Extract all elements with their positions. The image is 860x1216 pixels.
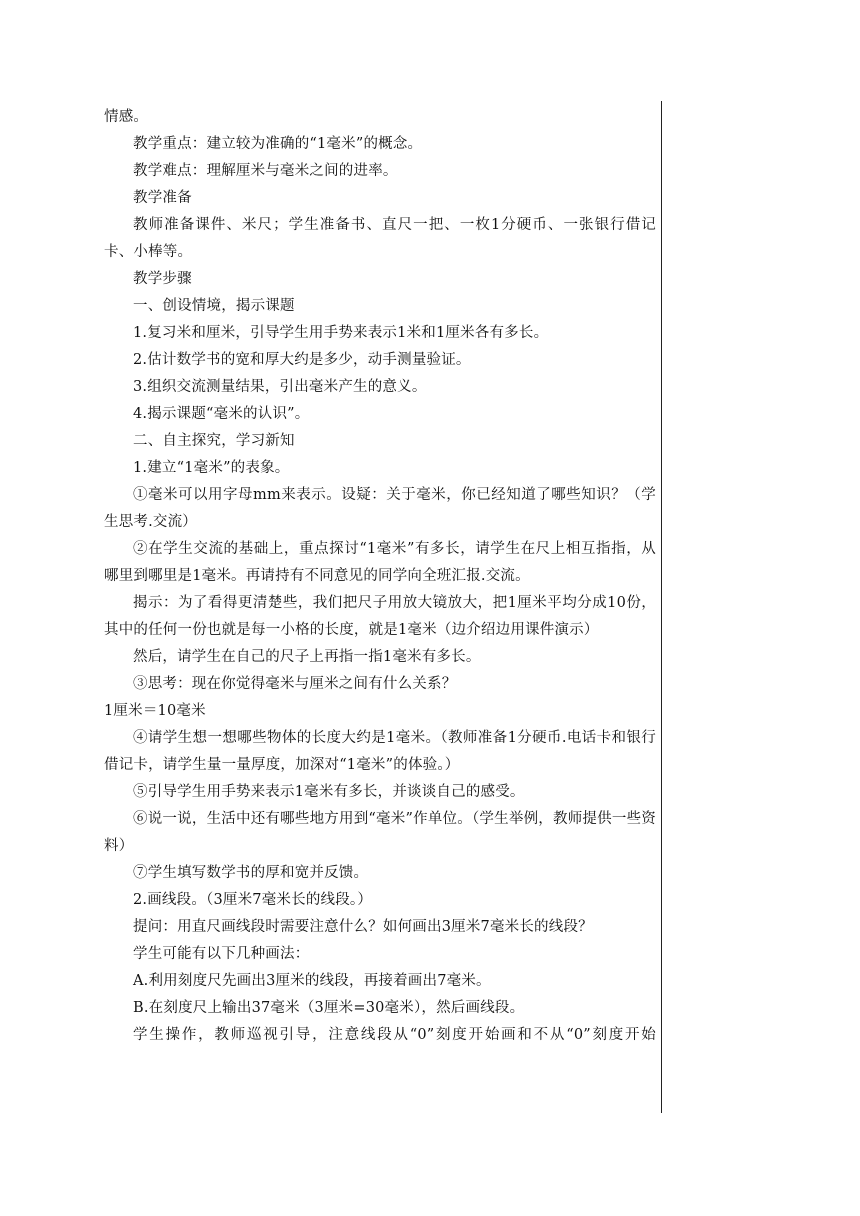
preparation-paragraph: 教师准备课件、米尺；学生准备书、直尺一把、一枚1分硬币、一张银行借记卡、小棒等。: [104, 217, 656, 260]
paragraph: ④请学生想一想哪些物体的长度大约是1毫米。（教师准备1分硬币.电话卡和银行借记卡，请学生量一量厚度，加深对“1毫米”的体验。）: [104, 730, 656, 773]
step-line: 学生操作，教师巡视引导，注意线段从“0”刻度开始画和不从“0”刻度开始: [133, 1027, 656, 1043]
table-right-border: [661, 101, 662, 1113]
step-line: B.在刻度尺上输出37毫米（3厘米=30毫米），然后画线段。: [133, 1000, 525, 1016]
lesson-plan-content: [104, 104, 656, 1049]
step-line: 1.复习米和厘米，引导学生用手势来表示1米和1厘米各有多长。: [133, 325, 549, 341]
section-heading-steps: 教学步骤: [133, 271, 192, 287]
formula-line: 1厘米＝10毫米: [104, 703, 206, 719]
step-line: 4.揭示课题“毫米的认识”。: [133, 406, 310, 422]
section-heading-one: 一、创设情境，揭示课题: [133, 298, 295, 314]
step-line: 2.画线段。（3厘米7毫米长的线段。）: [133, 892, 373, 908]
text-line: 情感。: [104, 109, 149, 125]
step-line: 1.建立“1毫米”的表象。: [133, 460, 290, 476]
step-line: 3.组织交流测量结果，引出毫米产生的意义。: [133, 379, 427, 395]
step-line: A.利用刻度尺先画出3厘米的线段，再接着画出7毫米。: [133, 973, 491, 989]
step-line: 2.估计数学书的宽和厚大约是多少，动手测量验证。: [133, 352, 471, 368]
step-line: 然后，请学生在自己的尺子上再指一指1毫米有多长。: [133, 649, 481, 665]
step-line: ③思考：现在你觉得毫米与厘米之间有什么关系？: [133, 676, 457, 692]
step-line: 提问：用直尺画线段时需要注意什么？如何画出3厘米7毫米长的线段？: [133, 919, 593, 935]
section-heading-preparation: 教学准备: [133, 190, 192, 206]
step-line: ⑦学生填写数学书的厚和宽并反馈。: [133, 865, 369, 881]
paragraph: ①毫米可以用字母mm来表示。设疑：关于毫米，你已经知道了哪些知识？（学生思考.交流）: [104, 487, 656, 530]
paragraph: ⑥说一说，生活中还有哪些地方用到“毫米”作单位。（学生举例，教师提供一些资料）: [104, 811, 656, 854]
step-line: ⑤引导学生用手势来表示1毫米有多长，并谈谈自己的感受。: [133, 784, 525, 800]
teaching-difficulty: 教学难点：理解厘米与毫米之间的进率。: [133, 163, 398, 179]
teaching-key-point: 教学重点：建立较为准确的“1毫米”的概念。: [133, 136, 423, 152]
step-line: 学生可能有以下几种画法：: [133, 946, 310, 962]
paragraph: 揭示：为了看得更清楚些，我们把尺子用放大镜放大，把1厘米平均分成10份，其中的任何一份也就是每一小格的长度，就是1毫米（边介绍边用课件演示）: [104, 595, 656, 638]
paragraph: ②在学生交流的基础上，重点探讨“1毫米”有多长，请学生在尺上相互指指，从哪里到哪里是1毫米。再请持有不同意见的同学向全班汇报.交流。: [104, 541, 656, 584]
section-heading-two: 二、自主探究，学习新知: [133, 433, 295, 449]
